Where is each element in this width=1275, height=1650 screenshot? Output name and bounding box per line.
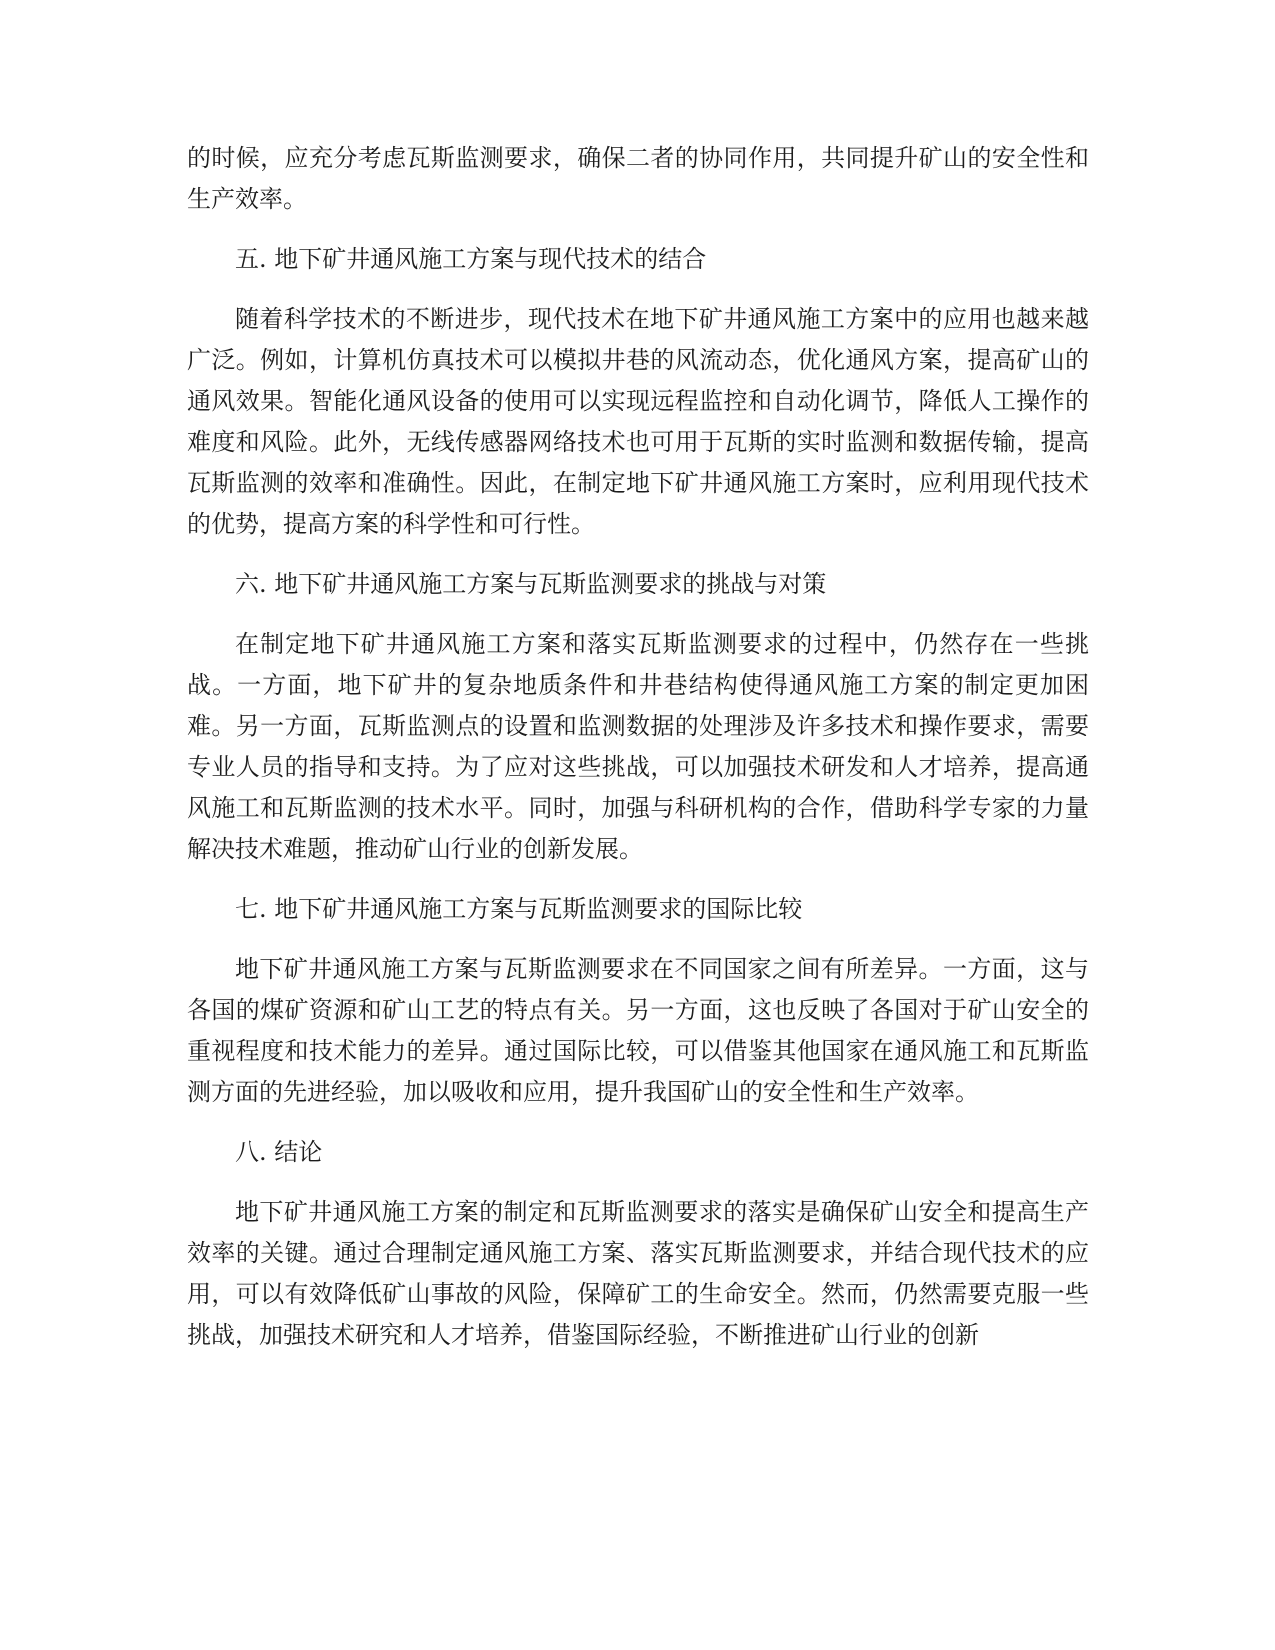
section-8-heading: 八. 结论 [235, 1138, 323, 1166]
section-6-heading: 六. 地下矿井通风施工方案与瓦斯监测要求的挑战与对策 [235, 570, 827, 598]
section-5-heading: 五. 地下矿井通风施工方案与现代技术的结合 [235, 245, 707, 273]
section-6-paragraph: 在制定地下矿井通风施工方案和落实瓦斯监测要求的过程中，仍然存在一些挑战。一方面，地下矿井的复杂地质条件和井巷结构使得通风施工方案的制定更加困难。另一方面，瓦斯监测点的设置和监测数据的处理涉及许多技术和操作要求，需要专业人员的指导和支持。为了应对这些挑战，可以加强技术研发和人才培养，提高通风施工和瓦斯监测的技术水平。同时，加强与科研机构的合作，借助科学专家的力量解决技术难题，推动矿山行业的创新发展。 [187, 630, 1089, 863]
document-body [187, 138, 1089, 1375]
section-7-paragraph: 地下矿井通风施工方案与瓦斯监测要求在不同国家之间有所差异。一方面，这与各国的煤矿资源和矿山工艺的特点有关。另一方面，这也反映了各国对于矿山安全的重视程度和技术能力的差异。通过国际比较，可以借鉴其他国家在通风施工和瓦斯监测方面的先进经验，加以吸收和应用，提升我国矿山的安全性和生产效率。 [187, 955, 1089, 1106]
section-8-paragraph: 地下矿井通风施工方案的制定和瓦斯监测要求的落实是确保矿山安全和提高生产效率的关键。通过合理制定通风施工方案、落实瓦斯监测要求，并结合现代技术的应用，可以有效降低矿山事故的风险，保障矿工的生命安全。然而，仍然需要克服一些挑战，加强技术研究和人才培养，借鉴国际经验，不断推进矿山行业的创新 [187, 1198, 1089, 1349]
section-5-paragraph: 随着科学技术的不断进步，现代技术在地下矿井通风施工方案中的应用也越来越广泛。例如，计算机仿真技术可以模拟井巷的风流动态，优化通风方案，提高矿山的通风效果。智能化通风设备的使用可以实现远程监控和自动化调节，降低人工操作的难度和风险。此外，无线传感器网络技术也可用于瓦斯的实时监测和数据传输，提高瓦斯监测的效率和准确性。因此，在制定地下矿井通风施工方案时，应利用现代技术的优势，提高方案的科学性和可行性。 [187, 305, 1089, 538]
section-7-heading: 七. 地下矿井通风施工方案与瓦斯监测要求的国际比较 [235, 895, 803, 923]
intro-continuation-paragraph: 的时候，应充分考虑瓦斯监测要求，确保二者的协同作用，共同提升矿山的安全性和生产效率。 [187, 144, 1089, 213]
